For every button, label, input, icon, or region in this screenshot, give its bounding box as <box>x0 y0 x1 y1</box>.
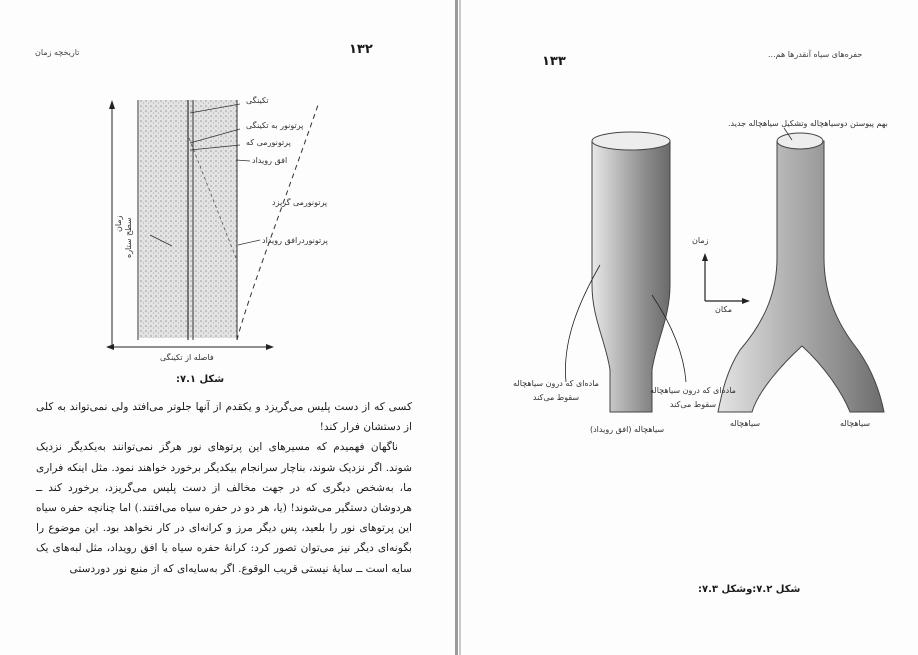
label-light-to-singularity: پرتونور به تکینگی <box>246 121 304 130</box>
distance-axis-arrow-right <box>266 344 274 350</box>
running-header: حفره‌های سیاه آنقدرها هم... <box>768 50 863 59</box>
book-spine-edge <box>459 0 461 655</box>
book-spine <box>455 0 458 655</box>
forked-black-hole <box>718 141 884 412</box>
label-singularity: تکینگی <box>246 96 269 105</box>
label-black-hole-b: سیاهچاله <box>840 419 871 428</box>
label-distance-axis: فاصله از تکینگی <box>160 353 214 362</box>
tube-top-rim <box>592 132 670 150</box>
label-light-on-horizon: پرتونوردرافق رویداد <box>262 236 328 245</box>
label-space: مکان <box>715 305 733 314</box>
body-text <box>36 397 412 579</box>
figure-caption: شکل ۷.۱: <box>176 374 225 385</box>
label-light-falls: پرتونورمی که <box>246 138 291 147</box>
label-matter-2: ماده‌ای که درون سیاهچاله سقوط می‌کند <box>650 386 736 409</box>
label-merger: بهم پیوستن دوسیاهچاله وتشکیل سیاهچاله جدید. <box>728 119 888 128</box>
time-arrow-head <box>702 253 708 261</box>
figure-7-1-drawing <box>0 0 455 400</box>
fork-top-rim <box>777 133 823 149</box>
leader-light-on-horizon <box>238 240 260 245</box>
label-black-hole-a: سیاهچاله <box>730 419 761 428</box>
figure-caption: شکل ۷.۲:وشکل ۷.۳: <box>698 584 801 595</box>
leader-event-horizon <box>236 160 250 161</box>
page-number: ۱۳۳ <box>542 54 566 69</box>
label-black-hole-horizon: سیاهچاله (افق رویداد) <box>590 425 665 434</box>
figure-7-1 <box>0 0 455 400</box>
figures-7-2-7-3 <box>462 0 918 600</box>
label-time-axis: زمان <box>114 215 123 232</box>
paragraph: ناگهان فهمیدم که مسیرهای این پرتوهای نور هرگز نمی‌توانند به‌یکدیگر نزدیک شوند. اگر نزدیک شوند، بناچار سرانجام بیکدیگر برخورد خواهند نمود. مثل اینکه فراری ما، به‌شخص دیگری که در جهت مخالف از دست پلیس می‌گریزد، برخورد کند ــ هردوشان دستگیر می‌شوند! (یا، هر دو در حفره سیاه می‌افتند.) اما چنانچه حفره سیاه این پرتوهای نور را بلعید، پس دیگر مرز و کرانه‌ای در کار نخواهد بود. این موضوع را بگونه‌ای دیگر نیز می‌توان تصور کرد: کرانهٔ حفره سیاه یا افق رویداد، مثل لبه‌های یک سایه است ــ سایهٔ نیستی قریب الوقوع. اگر به‌سایه‌ای که از منبع نور دوردستی <box>36 441 412 575</box>
left-page <box>0 0 455 655</box>
distance-axis-arrow-left <box>106 344 114 350</box>
time-axis-arrow <box>109 100 115 109</box>
merged-black-hole-tube <box>592 141 670 412</box>
space-arrow-head <box>742 298 750 304</box>
label-event-horizon: افق رویداد <box>252 156 288 165</box>
page-number: ۱۳۲ <box>349 42 373 57</box>
label-time: زمان <box>692 236 709 245</box>
label-star-surface: سطح ستاره <box>124 217 133 258</box>
label-light-escapes: پرتونورمی گریزد <box>272 198 328 207</box>
right-page <box>462 0 918 655</box>
paragraph: کسی که از دست پلیس می‌گریزد و یکقدم از آنها جلوتر می‌افتد ولی نمی‌تواند به کلی از دستشان فرار کند! <box>36 401 412 434</box>
figures-drawing <box>462 0 918 600</box>
running-header: تاریخچه زمان <box>35 48 80 57</box>
label-matter-1: ماده‌ای که درون سیاهچاله سقوط می‌کند <box>513 379 599 402</box>
